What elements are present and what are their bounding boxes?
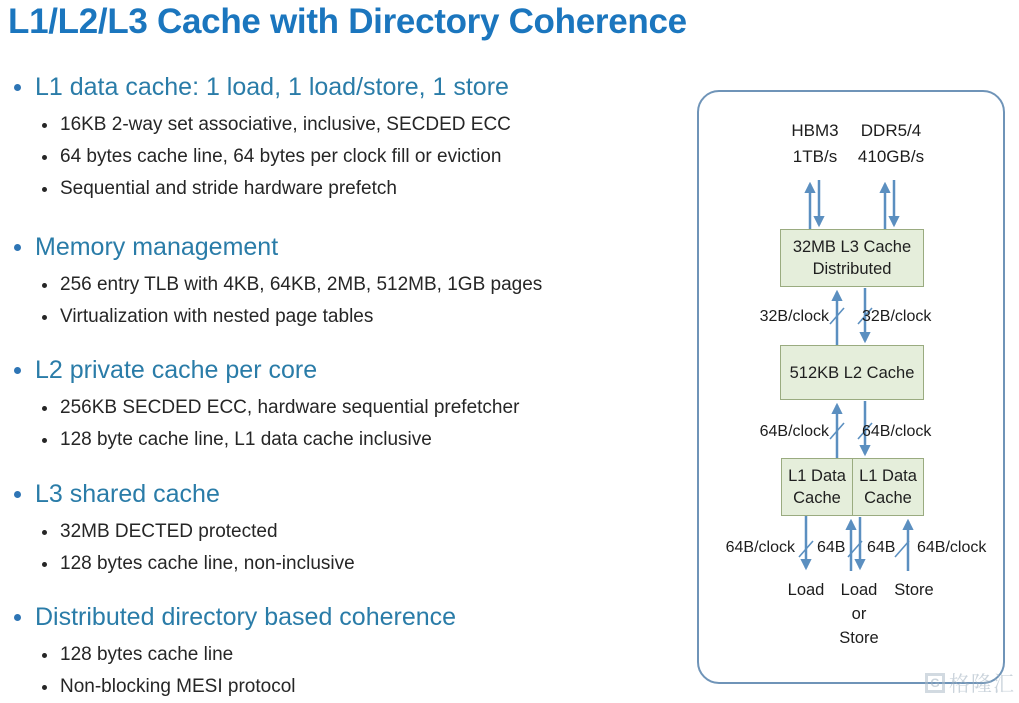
list-item-text: 32MB DECTED protected [60,521,278,542]
section-heading: L3 shared cache [35,479,220,508]
load-or-store-line2: or [851,605,867,623]
list-item-text: 128 byte cache line, L1 data cache inclusive [60,429,432,450]
memory-name: HBM3 [791,121,839,140]
l1-data-cache-right-box [853,458,924,516]
load-port-label: Load [787,581,825,599]
l2-cache-box [780,345,924,400]
list-item-text: 128 bytes cache line, non-inclusive [60,553,355,574]
store-port-label: Store [894,581,934,599]
memory-label-ddr5 [841,118,941,170]
section-l2-private-cache [14,354,519,456]
watermark-text: 格隆汇 [949,673,1015,696]
list-item [14,301,542,333]
section-l1-data-cache [14,71,511,205]
load-or-store-line1: Load [840,581,878,599]
l1-label-line1: L1 Data [788,467,846,485]
l3-l2-down-bandwidth: 32B/clock [862,308,932,325]
section-heading: Distributed directory based coherence [35,602,457,631]
section-heading-row [14,601,456,633]
list-item-text: Virtualization with nested page tables [60,306,374,327]
bullet-dot [14,84,21,91]
store-port-bandwidth: 64B/clock [917,539,987,556]
loadstore-right-bandwidth: 64B [867,539,896,556]
cache-hierarchy-diagram [697,90,1005,684]
l3-cache-box [780,229,924,287]
bullet-dot [14,244,21,251]
l3-l2-up-bandwidth: 32B/clock [759,308,829,325]
bullet-dot [42,438,47,443]
section-heading-row [14,354,519,386]
memory-bandwidth: 410GB/s [857,147,925,166]
bullet-dot [42,315,47,320]
list-item-text: 256 entry TLB with 4KB, 64KB, 2MB, 512MB, 1GB pages [60,274,543,295]
list-item [14,141,511,173]
list-item [14,392,519,424]
list-item [14,548,355,580]
l3-cache-label-line1: 32MB L3 Cache [792,238,912,256]
bullet-dot [42,187,47,192]
section-heading-row [14,478,355,510]
list-item-text: 256KB SECDED ECC, hardware sequential prefetcher [60,397,520,418]
load-port-bandwidth: 64B/clock [725,539,795,556]
list-item [14,109,511,141]
l1-cache-boxes [781,458,924,516]
l3-cache-label-line2: Distributed [812,260,892,278]
list-item-text: 128 bytes cache line [60,644,234,665]
bullet-dot [42,653,47,658]
list-item-text: Non-blocking MESI protocol [60,676,296,697]
section-heading: L2 private cache per core [35,355,318,384]
l2-l1-up-bandwidth: 64B/clock [759,423,829,440]
bullet-dot [42,283,47,288]
bullet-dot [42,155,47,160]
bullet-dot [14,367,21,374]
bullet-dot [42,406,47,411]
l1-label-line1: L1 Data [859,467,917,485]
memory-bandwidth: 1TB/s [792,147,838,166]
list-item [14,671,456,703]
bullet-dot [14,491,21,498]
load-or-store-line3: Store [839,629,879,647]
watermark-logo-icon: G [925,673,945,693]
memory-name: DDR5/4 [860,121,922,140]
section-l3-shared-cache [14,478,355,580]
load-or-store-port-label [827,578,891,650]
loadstore-left-bandwidth: 64B [817,539,846,556]
bullet-dot [42,685,47,690]
list-item-text: 16KB 2-way set associative, inclusive, SECDED ECC [60,114,511,135]
list-item [14,516,355,548]
l1-label-line2: Cache [864,489,912,507]
page-title: L1/L2/L3 Cache with Directory Coherence [8,2,687,41]
section-memory-management [14,231,542,333]
list-item [14,424,519,456]
list-item [14,639,456,671]
bullet-dot [42,562,47,567]
bullet-dot [42,123,47,128]
list-item [14,269,542,301]
list-item-text: Sequential and stride hardware prefetch [60,178,397,199]
list-item-text: 64 bytes cache line, 64 bytes per clock fill or eviction [60,146,502,167]
section-heading-row [14,71,511,103]
l1-data-cache-left-box [781,458,853,516]
section-heading: L1 data cache: 1 load, 1 load/store, 1 store [35,72,509,101]
l2-l1-down-bandwidth: 64B/clock [862,423,932,440]
bullet-dot [14,614,21,621]
l2-cache-label: 512KB L2 Cache [789,363,915,382]
section-heading-row [14,231,542,263]
section-directory-coherence [14,601,456,703]
l1-label-line2: Cache [793,489,841,507]
watermark-logo [925,668,1015,698]
bullet-dot [42,530,47,535]
list-item [14,173,511,205]
section-heading: Memory management [35,232,279,261]
